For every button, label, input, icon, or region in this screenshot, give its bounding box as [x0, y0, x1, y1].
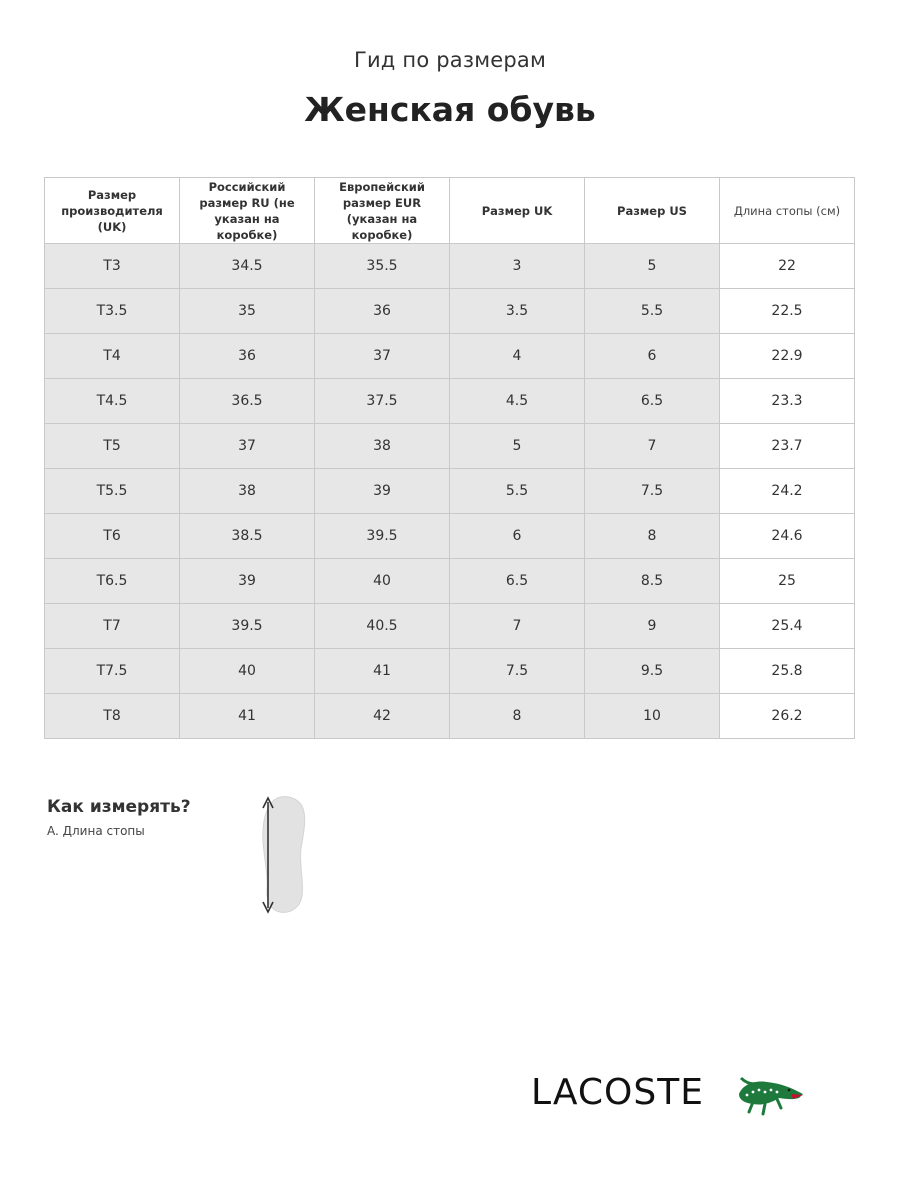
page-title: Женская обувь [304, 90, 596, 129]
column-header: Российский размер RU (не указан на коробке) [180, 178, 315, 244]
table-cell: T5 [45, 424, 180, 469]
table-cell: 5.5 [450, 469, 585, 514]
table-cell: T4.5 [45, 379, 180, 424]
table-cell: 6.5 [450, 559, 585, 604]
column-header: Европейский размер EUR (указан на коробке) [315, 178, 450, 244]
table-row [45, 649, 855, 694]
table-cell: 5.5 [585, 289, 720, 334]
table-cell: T8 [45, 694, 180, 739]
column-header: Размер UK [450, 178, 585, 244]
table-cell: 24.6 [720, 514, 855, 559]
crocodile-logo-icon [733, 1068, 807, 1118]
table-row [45, 469, 855, 514]
table-cell: 40 [180, 649, 315, 694]
table-row [45, 334, 855, 379]
table-cell: T7.5 [45, 649, 180, 694]
table-cell: 26.2 [720, 694, 855, 739]
table-cell: 41 [315, 649, 450, 694]
table-cell: 25.4 [720, 604, 855, 649]
table-cell: 23.3 [720, 379, 855, 424]
table-row [45, 424, 855, 469]
table-cell: 22 [720, 244, 855, 289]
table-cell: T3 [45, 244, 180, 289]
table-cell: 8 [450, 694, 585, 739]
table-cell: 4 [450, 334, 585, 379]
table-cell: 41 [180, 694, 315, 739]
table-cell: 3.5 [450, 289, 585, 334]
table-cell: 8.5 [585, 559, 720, 604]
column-header: Размер производителя (UK) [45, 178, 180, 244]
table-cell: 25.8 [720, 649, 855, 694]
table-row [45, 694, 855, 739]
table-cell: 9 [585, 604, 720, 649]
table-cell: 37 [315, 334, 450, 379]
table-cell: 36.5 [180, 379, 315, 424]
measure-item-foot-length: A. Длина стопы [47, 824, 145, 838]
table-cell: 34.5 [180, 244, 315, 289]
table-cell: 39.5 [180, 604, 315, 649]
table-cell: 10 [585, 694, 720, 739]
table-cell: 4.5 [450, 379, 585, 424]
table-cell: T5.5 [45, 469, 180, 514]
table-cell: 3 [450, 244, 585, 289]
table-cell: 25 [720, 559, 855, 604]
table-cell: 5 [585, 244, 720, 289]
table-cell: 6 [585, 334, 720, 379]
brand-logo-text: LACOSTE [531, 1072, 704, 1113]
table-cell: 7 [585, 424, 720, 469]
table-cell: 39 [180, 559, 315, 604]
table-row [45, 379, 855, 424]
table-cell: 24.2 [720, 469, 855, 514]
table-cell: T4 [45, 334, 180, 379]
table-cell: T6 [45, 514, 180, 559]
table-cell: 36 [315, 289, 450, 334]
table-cell: 36 [180, 334, 315, 379]
table-cell: 8 [585, 514, 720, 559]
table-cell: 40 [315, 559, 450, 604]
table-cell: 35.5 [315, 244, 450, 289]
table-cell: 22.5 [720, 289, 855, 334]
table-row [45, 289, 855, 334]
table-cell: 42 [315, 694, 450, 739]
table-cell: 37 [180, 424, 315, 469]
table-cell: 23.7 [720, 424, 855, 469]
table-row [45, 559, 855, 604]
table-row [45, 604, 855, 649]
table-cell: 7 [450, 604, 585, 649]
table-cell: 38.5 [180, 514, 315, 559]
table-cell: 40.5 [315, 604, 450, 649]
foot-outline-icon [252, 792, 312, 918]
guide-subtitle: Гид по размерам [353, 48, 547, 72]
table-cell: 6.5 [585, 379, 720, 424]
table-cell: T3.5 [45, 289, 180, 334]
table-cell: 5 [450, 424, 585, 469]
table-cell: 9.5 [585, 649, 720, 694]
table-row [45, 244, 855, 289]
table-cell: 6 [450, 514, 585, 559]
table-cell: 7.5 [450, 649, 585, 694]
table-cell: T6.5 [45, 559, 180, 604]
table-cell: 39 [315, 469, 450, 514]
table-cell: 35 [180, 289, 315, 334]
table-cell: 7.5 [585, 469, 720, 514]
table-cell: 38 [180, 469, 315, 514]
table-row [45, 514, 855, 559]
table-header-row [45, 178, 855, 244]
table-cell: 22.9 [720, 334, 855, 379]
column-header: Длина стопы (см) [720, 178, 855, 244]
table-cell: 37.5 [315, 379, 450, 424]
how-to-measure-title: Как измерять? [47, 797, 191, 817]
size-table [44, 177, 855, 739]
table-cell: T7 [45, 604, 180, 649]
table-cell: 38 [315, 424, 450, 469]
table-cell: 39.5 [315, 514, 450, 559]
column-header: Размер US [585, 178, 720, 244]
